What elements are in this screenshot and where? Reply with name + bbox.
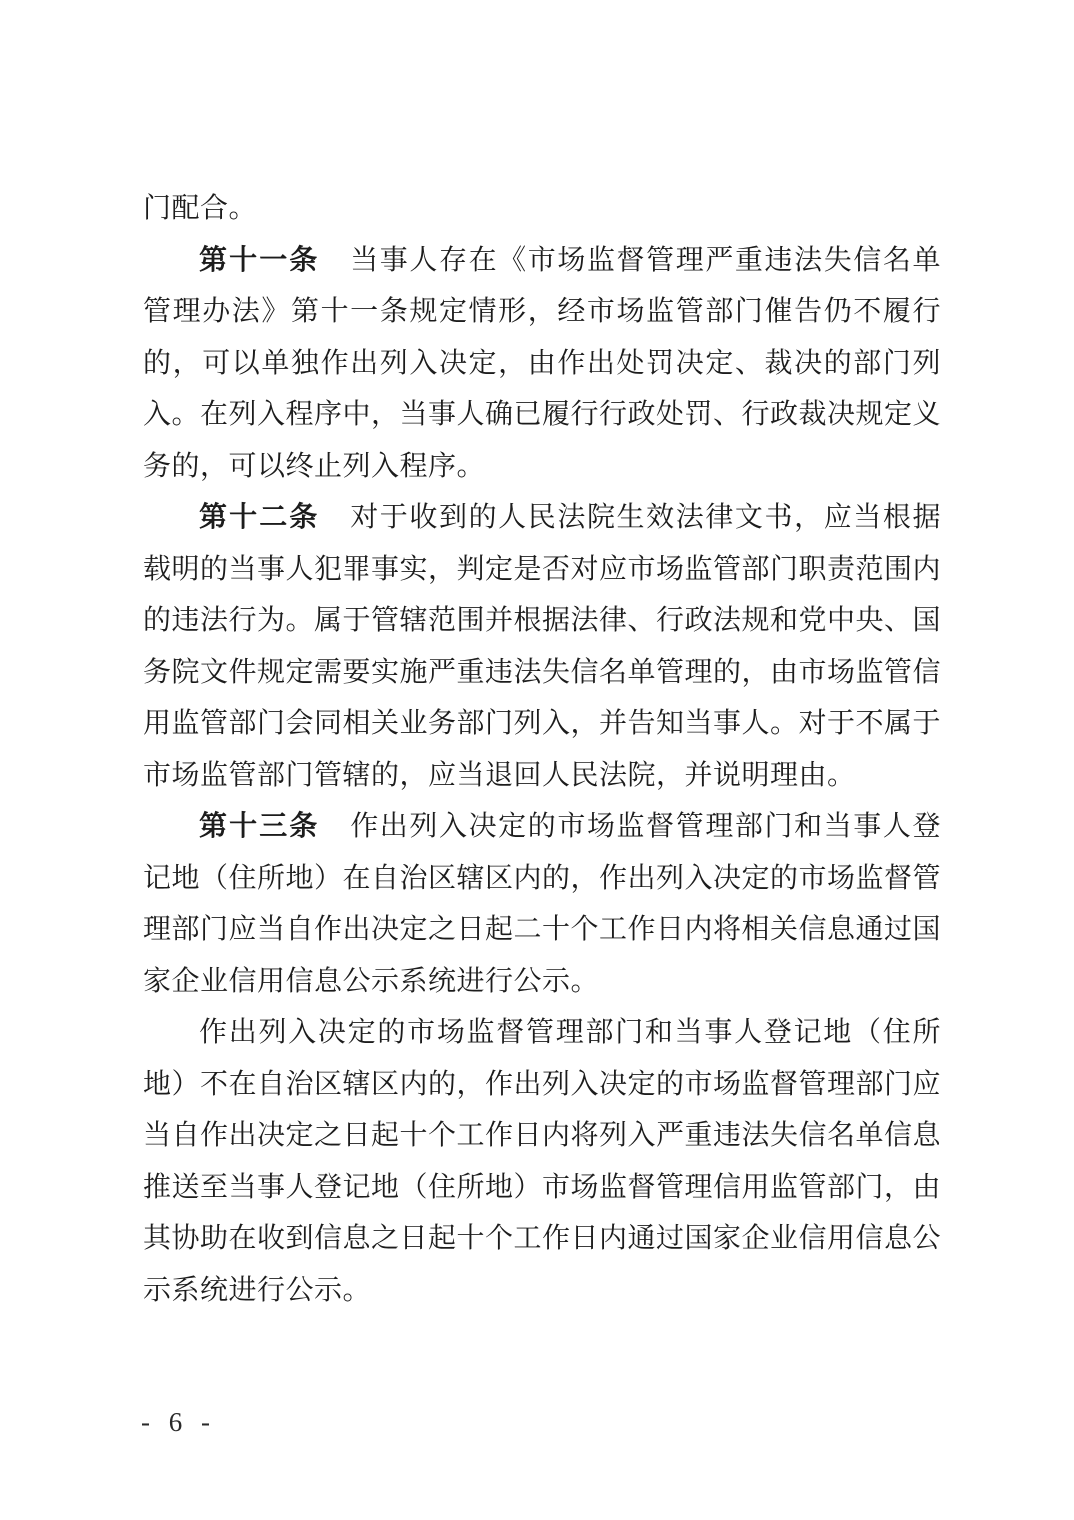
paragraph-text: 对于收到的人民法院生效法律文书，应当根据载明的当事人犯罪事实，判定是否对应市场监管部门职责范围内的违法行为。属于管辖范围并根据法律、行政法规和党中央、国务院文件规定需要实施严重违法失信名单管理的，由市场监管信用监管部门会同相关业务部门列入，并告知当事人。对于不属于市场监管部门管辖的，应当退回人民法院，并说明理由。 bbox=[143, 502, 942, 791]
paragraph bbox=[143, 1007, 941, 1316]
article-number-label: 第十二条 bbox=[199, 502, 320, 533]
document-body bbox=[143, 183, 941, 1316]
article-number-label: 第十三条 bbox=[199, 811, 320, 842]
paragraph bbox=[143, 235, 941, 493]
paragraph-text: 门配合。 bbox=[143, 193, 258, 224]
paragraph bbox=[143, 801, 941, 1007]
paragraph-text: 作出列入决定的市场监督管理部门和当事人登记地（住所地）在自治区辖区内的，作出列入决定的市场监督管理部门应当自作出决定之日起二十个工作日内将相关信息通过国家企业信用信息公示系统进行公示。 bbox=[143, 811, 942, 997]
paragraph-text: 作出列入决定的市场监督管理部门和当事人登记地（住所地）不在自治区辖区内的，作出列入决定的市场监督管理部门应当自作出决定之日起十个工作日内将列入严重违法失信名单信息推送至当事人登记地（住所地）市场监督管理信用监管部门，由其协助在收到信息之日起十个工作日内通过国家企业信用信息公示系统进行公示。 bbox=[143, 1017, 942, 1306]
paragraph bbox=[143, 492, 941, 801]
paragraph bbox=[143, 183, 941, 235]
page-number: - 6 - bbox=[141, 1407, 216, 1437]
article-number-label: 第十一条 bbox=[199, 244, 320, 276]
paragraph-text: 当事人存在《市场监督管理严重违法失信名单管理办法》第十一条规定情形，经市场监管部门催告仍不履行的，可以单独作出列入决定，由作出处罚决定、裁决的部门列入。在列入程序中，当事人确已履行行政处罚、行政裁决规定义务的，可以终止列入程序。 bbox=[143, 244, 942, 482]
